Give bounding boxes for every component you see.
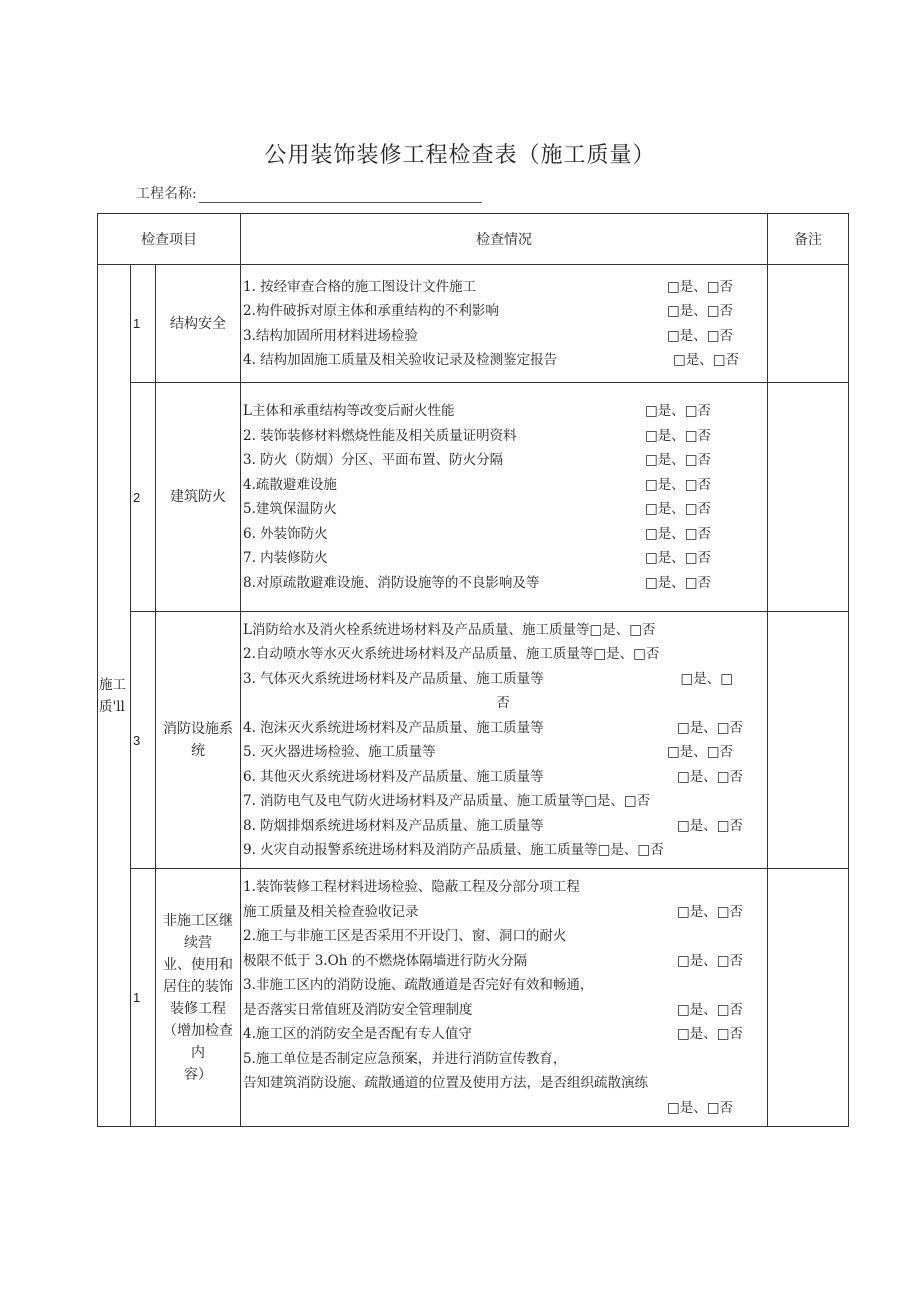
header-remark: 备注 (768, 214, 849, 265)
check-item: 5.施工单位是否制定应急预案，并进行消防宣传教育， (243, 1050, 567, 1067)
yes-no-checkbox[interactable]: □是、□否 (666, 278, 733, 295)
section-num: 1 (131, 265, 156, 383)
section-items (241, 869, 768, 1127)
yes-no-checkbox[interactable]: □是、□否 (672, 352, 739, 368)
check-item: 7. 内装修防火 □是、□否 (243, 546, 711, 571)
check-item: L主体和承重结构等改变后耐火性能 □是、□否 (243, 399, 711, 424)
yes-no-checkbox[interactable]: □是、□否 (644, 550, 711, 566)
section-num: 3 (131, 612, 156, 869)
section-items (241, 612, 768, 869)
check-item: 4.疏散避难设施 □是、□否 (243, 473, 711, 498)
remark-cell[interactable] (768, 869, 849, 1127)
table-row (98, 383, 849, 612)
yes-no-checkbox[interactable]: □是、□否 (676, 1026, 743, 1042)
yes-no-checkbox[interactable]: □是、□否 (676, 952, 743, 969)
check-item: 5.建筑保温防火 □是、□否 (243, 497, 711, 522)
remark-cell[interactable] (768, 383, 849, 612)
project-name-label: 工程名称: (136, 186, 197, 202)
section-name: 建筑防火 (156, 383, 241, 612)
check-item: 3. 气体灭火系统进场材料及产品质量、施工质量等 □是、□ (243, 667, 763, 692)
yes-no-checkbox[interactable]: □是、□否 (644, 476, 711, 493)
check-item: 2.构件破拆对原主体和承重结构的不利影响 □是、□否 (243, 299, 763, 324)
section-num: 1 (131, 869, 156, 1127)
category-label: 施工质'll (99, 676, 126, 715)
check-item: 5. 灭火器进场检验、施工质量等 □是、□否 (243, 740, 763, 765)
check-item: 4. 泡沫灭火系统进场材料及产品质量、施工质量等 □是、□否 (243, 716, 763, 741)
section-name: 消防设施系统 (156, 612, 241, 869)
check-item: L消防给水及消火栓系统进场材料及产品质量、施工质量等□是、□否 (243, 621, 656, 638)
check-item: 7. 消防电气及电气防火进场材料及产品质量、施工质量等□是、□否 (243, 793, 651, 809)
yes-no-checkbox[interactable]: □是、□否 (676, 903, 743, 920)
yes-no-checkbox[interactable]: □是、□否 (644, 403, 711, 419)
yes-no-checkbox[interactable]: □是、□否 (644, 574, 711, 591)
category-cell (98, 265, 131, 1127)
yes-no-checkbox[interactable]: □是、□否 (666, 1099, 733, 1116)
check-item: 3. 防火（防烟）分区、平面布置、防火分隔 □是、□否 (243, 448, 711, 473)
check-item: 2.自动喷水等水灭火系统进场材料及产品质量、施工质量等□是、□否 (243, 646, 660, 662)
section-items (241, 265, 768, 383)
section-name: 结构安全 (156, 265, 241, 383)
check-item: 8. 防烟排烟系统进场材料及产品质量、施工质量等 □是、□否 (243, 814, 763, 839)
yes-no-checkbox[interactable]: □是、□ (680, 670, 733, 687)
inspection-table (97, 213, 849, 1127)
remark-cell[interactable] (768, 265, 849, 383)
header-item: 检查项目 (98, 214, 241, 265)
yes-no-checkbox[interactable]: □是、□否 (676, 1001, 743, 1018)
check-item: 6. 外装饰防火 □是、□否 (243, 522, 711, 547)
section-num: 2 (131, 383, 156, 612)
remark-cell[interactable] (768, 612, 849, 869)
check-item: 3.结构加固所用材料进场检验 □是、□否 (243, 324, 763, 349)
yes-no-checkbox[interactable]: □是、□否 (644, 501, 711, 517)
yes-no-checkbox[interactable]: □是、□否 (666, 303, 733, 319)
yes-no-checkbox[interactable]: □是、□否 (666, 327, 733, 344)
check-item: 是否落实日常值班及消防安全管理制度 □是、□否 (243, 998, 743, 1023)
section-items (241, 383, 768, 612)
check-item: 1.装饰装修工程材料进场检验、隐蔽工程及分部分项工程 (243, 879, 580, 895)
check-item: 极限不低于 3.Oh 的不燃烧体隔墙进行防火分隔 □是、□否 (243, 949, 743, 974)
check-item: 4.施工区的消防安全是否配有专人值守 □是、□否 (243, 1022, 743, 1047)
page-title: 公用装饰装修工程检查表（施工质量） (264, 143, 656, 168)
table-header-row (98, 214, 849, 265)
table-row (98, 869, 849, 1127)
check-item: 2.施工与非施工区是否采用不开设门、窗、洞口的耐火 (243, 928, 567, 944)
check-item: 1. 按经审查合格的施工图设计文件施工 □是、□否 (243, 275, 763, 300)
check-item: 3.非施工区内的消防设施、疏散通道是否完好有效和畅通， (243, 977, 594, 993)
yes-no-checkbox[interactable]: □是、□否 (676, 817, 743, 834)
project-name-field (136, 183, 482, 203)
check-item: 6. 其他灭火系统进场材料及产品质量、施工质量等 □是、□否 (243, 765, 763, 790)
check-item: 8.对原疏散避难设施、消防设施等的不良影响及等 □是、□否 (243, 571, 711, 596)
check-item: 告知建筑消防设施、疏散通道的位置及使用方法，是否组织疏散演练 (243, 1075, 648, 1091)
project-name-blank[interactable] (199, 188, 482, 203)
header-status: 检查情况 (241, 214, 768, 265)
section-name: 非施工区继 续营 业、使用和 居住的装饰 装修工程 （增加检查 内 容） (156, 869, 241, 1127)
check-item-wrap: 否 (496, 695, 510, 711)
yes-no-checkbox[interactable]: □是、□否 (644, 452, 711, 468)
check-item: 施工质量及相关检查验收记录 □是、□否 (243, 900, 743, 925)
yes-no-checkbox[interactable]: □是、□否 (676, 768, 743, 785)
table-row (98, 612, 849, 869)
yes-no-checkbox[interactable]: □是、□否 (644, 427, 711, 444)
check-item: 2. 装饰装修材料燃烧性能及相关质量证明资料 □是、□否 (243, 424, 711, 449)
check-item: 9. 火灾自动报警系统进场材料及消防产品质量、施工质量等□是、□否 (243, 842, 664, 858)
yes-no-checkbox[interactable]: □是、□否 (666, 744, 733, 760)
table-row (98, 265, 849, 383)
yes-no-checkbox[interactable]: □是、□否 (644, 525, 711, 542)
check-item: 4. 结构加固施工质量及相关验收记录及检测鉴定报告 □是、□否 (243, 348, 763, 373)
yes-no-checkbox[interactable]: □是、□否 (676, 719, 743, 736)
